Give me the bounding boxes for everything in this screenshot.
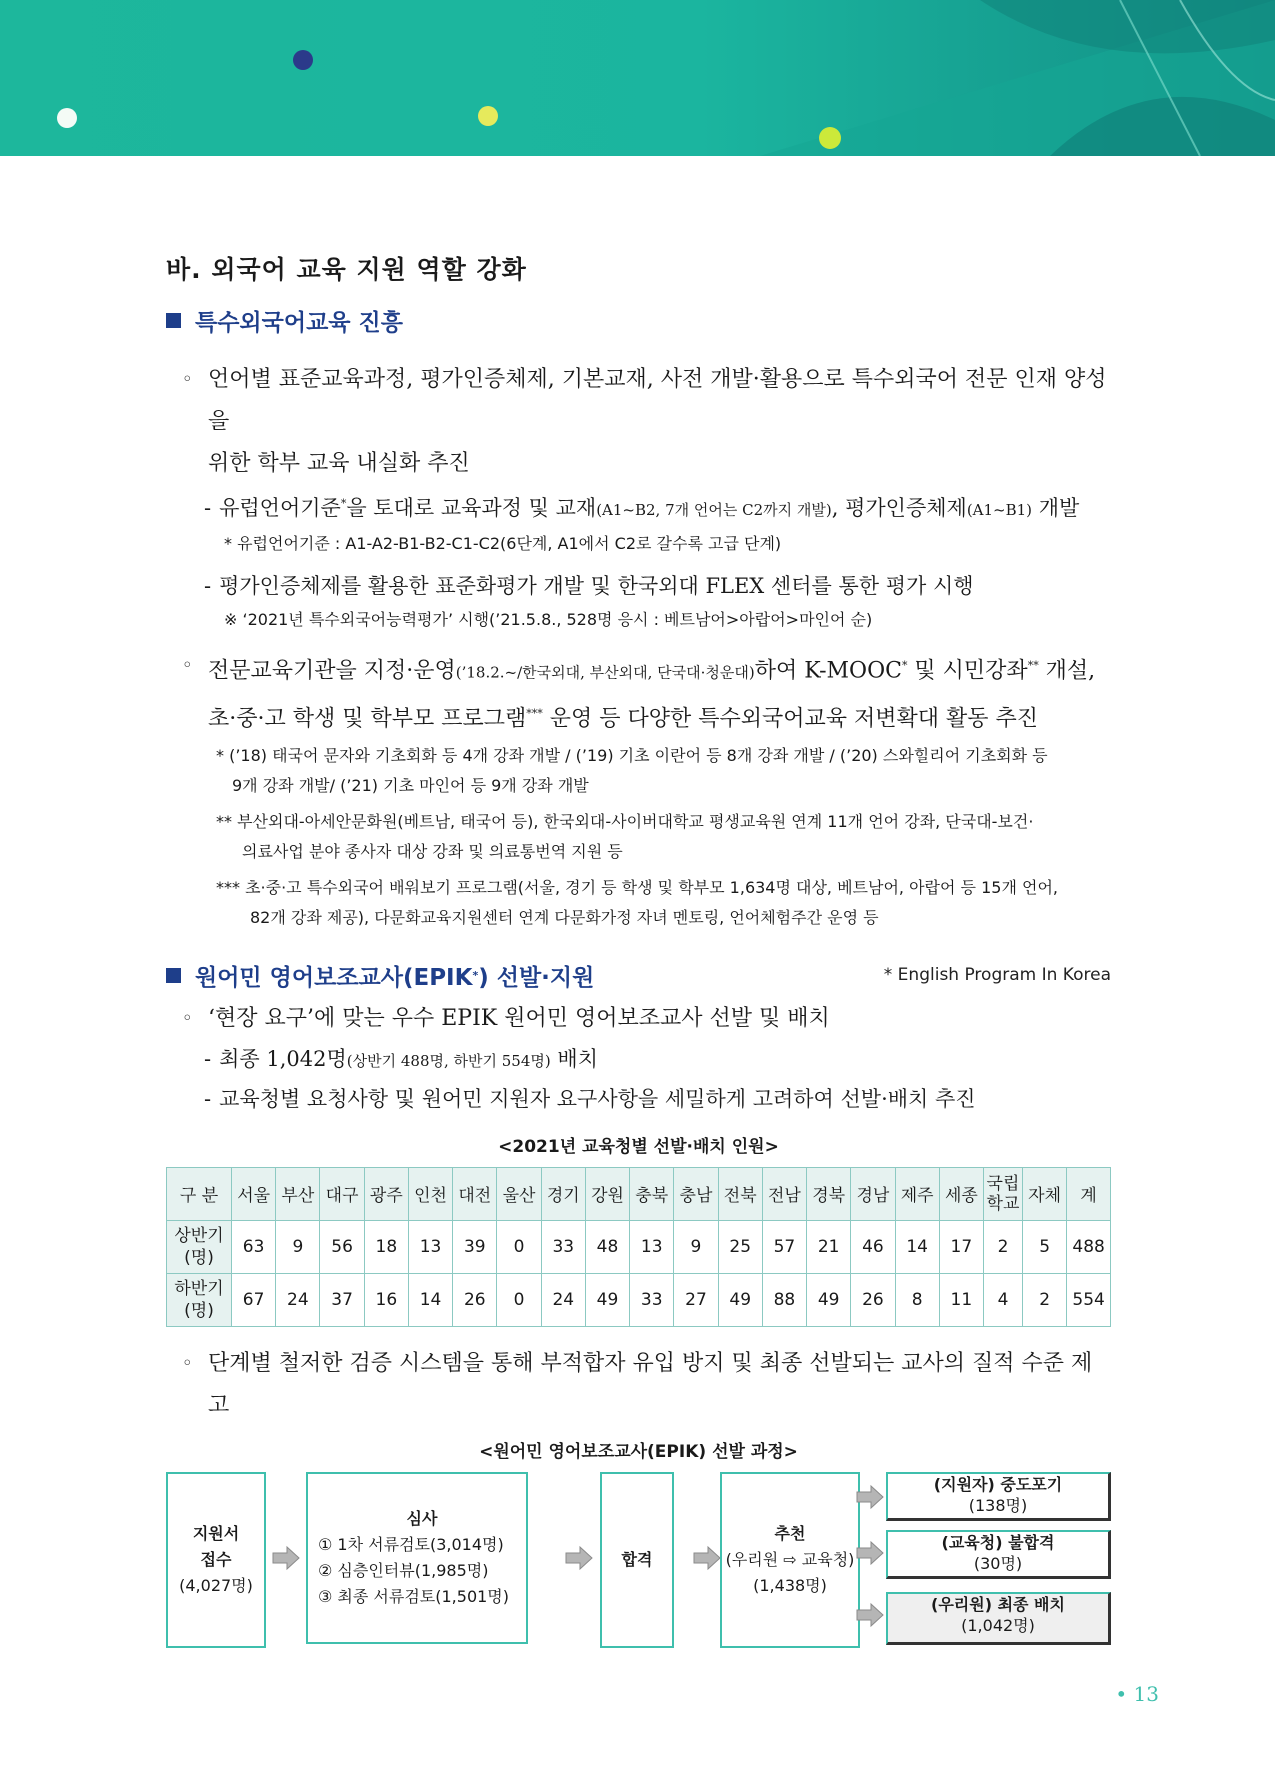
column-header: 전남 (762, 1167, 806, 1220)
epik-header (166, 959, 1111, 992)
footnote-line: 의료사업 분야 종사자 대상 강좌 및 의료통번역 지원 등 (242, 841, 623, 861)
table-cell: 46 (851, 1220, 895, 1273)
table-cell: 33 (541, 1220, 585, 1273)
flow-result-count: (138명) (968, 1495, 1028, 1515)
footnote: ※ ‘2021년 특수외국어능력평가’ 시행(’21.5.8., 528명 응시 : 베트남어>아랍어>마인어 순) (224, 610, 873, 629)
bullet-text: 전문교육기관을 지정·운영 (208, 658, 456, 684)
table-head-label: 구 분 (167, 1167, 232, 1220)
banner-dot-white (57, 108, 77, 128)
bullet-text: 초·중·고 학생 및 학부모 프로그램 (208, 706, 527, 732)
column-header: 강원 (585, 1167, 629, 1220)
column-header: 인천 (408, 1167, 452, 1220)
table-cell: 14 (895, 1220, 939, 1273)
table-row (167, 1220, 1111, 1273)
flow-substep: ③ 최종 서류검토(1,501명) (318, 1586, 509, 1606)
page-number: • 13 (1115, 1682, 1159, 1706)
square-bullet-icon (166, 313, 181, 328)
dash-text-small: (A1~B2, 7개 언어는 C2까지 개발) (596, 501, 832, 519)
table-cell: 26 (851, 1273, 895, 1326)
footnote: * 유럽언어기준 : A1-A2-B1-B2-C1-C2(6단계, A1에서 C2로 갈수록 고급 단계) (224, 534, 782, 553)
table-cell: 8 (895, 1273, 939, 1326)
table-cell: 18 (364, 1220, 408, 1273)
table-cell: 21 (807, 1220, 851, 1273)
column-header: 경남 (851, 1167, 895, 1220)
dash-text-small: (A1~B1) (966, 501, 1033, 519)
flow-step-apply (166, 1472, 266, 1648)
table-cell: 16 (364, 1273, 408, 1326)
arrow-right-icon (692, 1545, 722, 1571)
flow-step-label: 심사 (406, 1508, 438, 1528)
bullet-item (166, 359, 1111, 485)
table-cell: 49 (807, 1273, 851, 1326)
circle-bullet-icon: ◦ (182, 369, 193, 390)
bullet-text: 언어별 표준교육과정, 평가인증체제, 기본교재, 사전 개발·활용으로 특수외국어 전문 인재 양성을 (208, 367, 1107, 434)
column-header: 울산 (497, 1167, 541, 1220)
circle-bullet-icon: ◦ (182, 1007, 193, 1029)
flow-result-withdraw (886, 1472, 1111, 1521)
table-cell: 488 (1067, 1220, 1111, 1273)
column-header: 자체 (1022, 1167, 1066, 1220)
column-header: 충북 (630, 1167, 674, 1220)
bullet-item (166, 645, 1111, 741)
table-cell: 88 (762, 1273, 806, 1326)
table-cell: 0 (497, 1273, 541, 1326)
column-header: 서울 (232, 1167, 276, 1220)
bullet-text: 개설, (1038, 658, 1096, 684)
column-header: 전북 (718, 1167, 762, 1220)
column-header: 부산 (276, 1167, 320, 1220)
bullet-line: 초·중·고 학생 및 학부모 프로그램*** 운영 등 다양한 특수외국어교육 저변확대 활동 추진 (208, 706, 1038, 732)
bullet-text: ‘현장 요구’에 맞는 우수 EPIK 원어민 영어보조교사 선발 및 배치 (208, 1005, 830, 1031)
table-cell: 33 (630, 1273, 674, 1326)
flow-step-label: 접수 (200, 1549, 232, 1569)
table-cell: 37 (320, 1273, 364, 1326)
dash-text: 평가인증체제를 활용한 표준화평가 개발 및 한국외대 FLEX 센터를 통한 평가 시행 (219, 574, 974, 598)
dash-item: - 교육청별 요청사항 및 원어민 지원자 요구사항을 세밀하게 고려하여 선발·배치 추진 (204, 1086, 976, 1111)
column-header: 제주 (895, 1167, 939, 1220)
flow-result-final (886, 1592, 1111, 1645)
flow-result-rejected (886, 1530, 1111, 1579)
table-cell: 67 (232, 1273, 276, 1326)
table-row (167, 1273, 1111, 1326)
table-cell: 17 (939, 1220, 983, 1273)
table-cell: 2 (983, 1220, 1022, 1273)
flow-substep: ② 심층인터뷰(1,985명) (318, 1560, 489, 1580)
subsection-title-text: 원어민 영어보조교사(EPIK (195, 964, 473, 991)
column-header: 광주 (364, 1167, 408, 1220)
table-cell: 9 (276, 1220, 320, 1273)
flow-step-label: 추천 (774, 1523, 806, 1543)
subsection-title-text: ) 선발·지원 (478, 964, 595, 991)
column-header: 경북 (807, 1167, 851, 1220)
table-cell: 25 (718, 1220, 762, 1273)
banner-dot-lime (819, 127, 841, 149)
table-cell: 554 (1067, 1273, 1111, 1326)
circle-bullet-icon: ◦ (182, 655, 193, 676)
banner-dot-yellow (478, 106, 498, 126)
section-title: 바. 외국어 교육 지원 역할 강화 (166, 255, 527, 284)
bullet-text: 단계별 철저한 검증 시스템을 통해 부적합자 유입 방지 및 최종 선발되는 교사의 질적 수준 제고 (208, 1350, 1093, 1418)
footnote (166, 807, 1111, 867)
epik-footnote: * English Program In Korea (883, 965, 1111, 986)
arrow-right-icon (564, 1545, 594, 1571)
column-header: 계 (1067, 1167, 1111, 1220)
table-cell: 39 (453, 1220, 497, 1273)
table-cell: 49 (585, 1273, 629, 1326)
table-cell: 57 (762, 1220, 806, 1273)
column-header: 대전 (453, 1167, 497, 1220)
subsection-title-special-language (166, 304, 1111, 337)
arrow-right-icon (855, 1602, 885, 1628)
table-cell: 9 (674, 1220, 718, 1273)
dash-text: 을 토대로 교육과정 및 교재 (346, 496, 597, 520)
flow-step-pass (600, 1472, 674, 1648)
flow-step-count: (1,438명) (753, 1575, 827, 1595)
column-header: 경기 (541, 1167, 585, 1220)
arrow-right-icon (855, 1484, 885, 1510)
bullet-line: 전문교육기관을 지정·운영(’18.2.~/한국외대, 부산외대, 단국대·청운대)하여 K-MOOC* 및 시민강좌** 개설, (208, 658, 1096, 684)
flow-substep: ① 1차 서류검토(3,014명) (318, 1534, 504, 1554)
bullet-item (166, 998, 1111, 1040)
flow-result-label: (지원자) 중도포기 (933, 1474, 1063, 1494)
main-content (166, 250, 1111, 1648)
table-cell: 11 (939, 1273, 983, 1326)
table-cell: 13 (408, 1220, 452, 1273)
column-header: 충남 (674, 1167, 718, 1220)
bullet-text: 운영 등 다양한 특수외국어교육 저변확대 활동 추진 (542, 706, 1038, 732)
dash-item: - 평가인증체제를 활용한 표준화평가 개발 및 한국외대 FLEX 센터를 통한 평가 시행 (204, 574, 974, 598)
column-header: 국립학교 (983, 1167, 1022, 1220)
dash-text: 최종 1,042명 (219, 1046, 347, 1071)
flow-result-count: (30명) (973, 1553, 1023, 1573)
table-cell: 0 (497, 1220, 541, 1273)
footnote (166, 741, 1111, 801)
footnote-line: 82개 강좌 제공), 다문화교육지원센터 연계 다문화가정 자녀 멘토링, 언어체험주간 운영 등 (250, 907, 879, 927)
flow-step-recommend (720, 1472, 860, 1648)
table-cell: 14 (408, 1273, 452, 1326)
arrow-right-icon (271, 1545, 301, 1571)
flow-caption: <원어민 영어보조교사(EPIK) 선발 과정> (479, 1441, 798, 1462)
dash-text-small: (상반기 488명, 하반기 554명) (346, 1051, 551, 1070)
table-header-row (167, 1167, 1111, 1220)
dash-text: 교육청별 요청사항 및 원어민 지원자 요구사항을 세밀하게 고려하여 선발·배치 추진 (219, 1086, 976, 1111)
row-header: 상반기(명) (167, 1220, 232, 1273)
column-header: 대구 (320, 1167, 364, 1220)
epik-allocation-table (166, 1167, 1111, 1327)
row-header: 하반기(명) (167, 1273, 232, 1326)
footnote-line: * (’18) 태국어 문자와 기초회화 등 4개 강좌 개발 / (’19) 기초 이란어 등 8개 강좌 개발 / (’20) 스와힐리어 기초회화 등 (216, 745, 1048, 765)
square-bullet-icon (166, 968, 181, 983)
bullet-item (166, 1343, 1111, 1427)
table-cell: 5 (1022, 1220, 1066, 1273)
table-cell: 24 (276, 1273, 320, 1326)
header-banner (0, 0, 1275, 156)
table-cell: 48 (585, 1220, 629, 1273)
footnote-line: ** 부산외대-아세안문화원(베트남, 태국어 등), 한국외대-사이버대학교 평생교육원 연계 11개 언어 강좌, 단국대-보건· (216, 811, 1034, 831)
banner-dot-navy (293, 50, 313, 70)
table-cell: 56 (320, 1220, 364, 1273)
flow-step-detail: (우리원 ⇨ 교육청) (725, 1549, 855, 1569)
arrow-right-icon (855, 1540, 885, 1566)
flow-step-label: 합격 (621, 1549, 653, 1569)
dash-text: 개발 (1032, 496, 1080, 520)
table-cell: 4 (983, 1273, 1022, 1326)
dash-item: - 최종 1,042명(상반기 488명, 하반기 554명) 배치 (204, 1046, 598, 1071)
bullet-text-small: (’18.2.~/한국외대, 부산외대, 단국대·청운대) (455, 663, 755, 682)
flow-result-count: (1,042명) (961, 1615, 1035, 1635)
flow-step-label: 지원서 (192, 1523, 240, 1543)
subsection-title-text: 특수외국어교육 진흥 (195, 310, 403, 336)
table-cell: 26 (453, 1273, 497, 1326)
table-cell: 13 (630, 1220, 674, 1273)
footnote-line: *** 초·중·고 특수외국어 배워보기 프로그램(서울, 경기 등 학생 및 학부모 1,634명 대상, 베트남어, 아랍어 등 15개 언어, (216, 877, 1058, 897)
footnote-line: 9개 강좌 개발/ (’21) 기초 마인어 등 9개 강좌 개발 (232, 775, 589, 795)
dash-text: 배치 (550, 1046, 598, 1071)
selection-flowchart (166, 1472, 1111, 1648)
table-caption: <2021년 교육청별 선발·배치 인원> (498, 1136, 779, 1157)
table-cell: 27 (674, 1273, 718, 1326)
circle-bullet-icon: ◦ (182, 1352, 193, 1374)
bullet-text: 및 시민강좌 (907, 658, 1028, 684)
dash-item: - 유럽언어기준*을 토대로 교육과정 및 교재(A1~B2, 7개 언어는 C2까지 개발), 평가인증체제(A1~B1) 개발 (204, 496, 1080, 520)
table-cell: 63 (232, 1220, 276, 1273)
bullet-text: 위한 학부 교육 내실화 추진 (208, 451, 470, 476)
flow-result-label: (교육청) 불합격 (941, 1532, 1055, 1552)
table-cell: 24 (541, 1273, 585, 1326)
table-cell: 49 (718, 1273, 762, 1326)
footnote (166, 873, 1111, 933)
subsection-title-epik: 원어민 영어보조교사(EPIK * ) 선발·지원 (166, 959, 594, 992)
bullet-text: 하여 K-MOOC (754, 658, 902, 684)
dash-text: 유럽언어기준 (219, 496, 341, 520)
flow-step-review (306, 1472, 528, 1644)
table-cell: 2 (1022, 1273, 1066, 1326)
flow-result-label: (우리원) 최종 배치 (931, 1594, 1065, 1614)
flow-step-count: (4,027명) (179, 1575, 253, 1595)
dash-text: , 평가인증체제 (831, 496, 967, 520)
column-header: 세종 (939, 1167, 983, 1220)
